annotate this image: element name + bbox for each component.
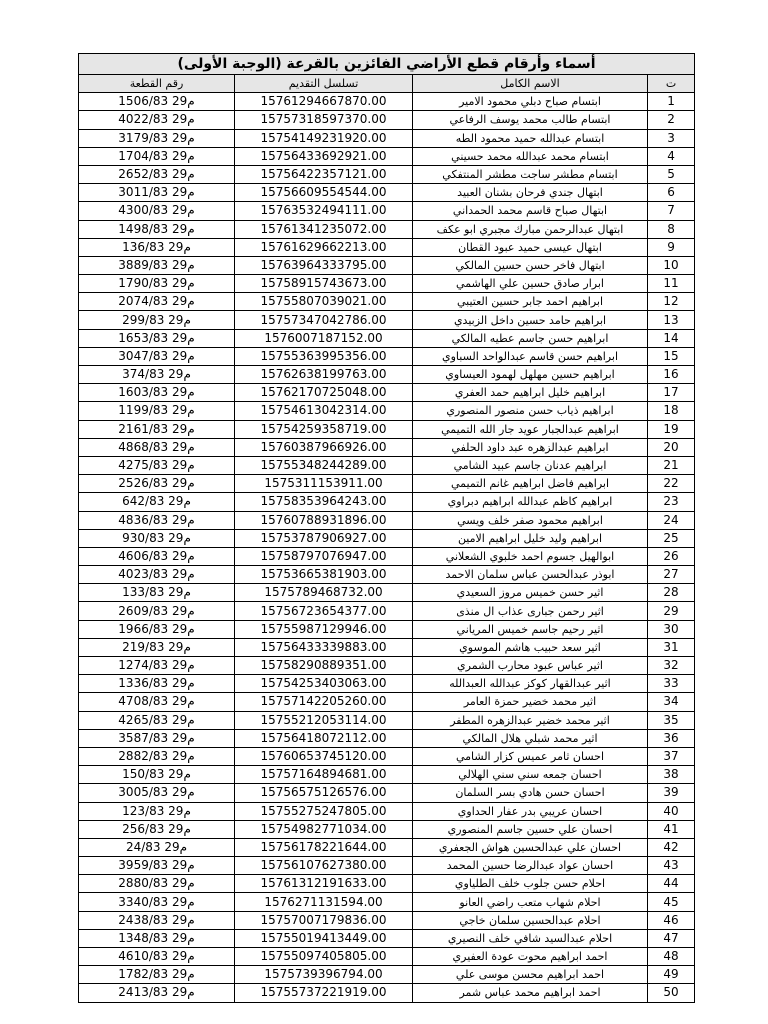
plot-cell: 150/83 م29 [79, 766, 235, 784]
table-row [79, 638, 695, 656]
table-row [79, 147, 695, 165]
plot-cell: 1274/83 م29 [79, 657, 235, 675]
table-row [79, 93, 695, 111]
name-cell: ابتهال فاخر حسن حسين المالكي [413, 256, 648, 274]
serial-cell: 15762638199763.00 [235, 366, 413, 384]
name-cell: احمد ابراهيم محسن موسى علي [413, 966, 648, 984]
name-cell: احلام شهاب متعب راضي العانو [413, 893, 648, 911]
index-cell: 12 [648, 293, 695, 311]
serial-cell: 15758290889351.00 [235, 657, 413, 675]
plot-cell: 4836/83 م29 [79, 511, 235, 529]
plot-cell: 3179/83 م29 [79, 129, 235, 147]
serial-cell: 15758353964243.00 [235, 493, 413, 511]
table-row [79, 438, 695, 456]
name-cell: اثير حسن خميس مروز السعيدي [413, 584, 648, 602]
name-cell: ابراهيم كاظم عبدالله ابراهيم دبراوي [413, 493, 648, 511]
plot-cell: 4300/83 م29 [79, 202, 235, 220]
serial-cell: 15756433692921.00 [235, 147, 413, 165]
name-cell: ابتهال عيسى حميد عبود القطان [413, 238, 648, 256]
serial-cell: 15756433339883.00 [235, 638, 413, 656]
index-cell: 30 [648, 620, 695, 638]
header-serial: تسلسل التقديم [235, 75, 413, 93]
index-cell: 17 [648, 384, 695, 402]
plot-cell: 2880/83 م29 [79, 875, 235, 893]
serial-cell: 15756609554544.00 [235, 184, 413, 202]
index-cell: 9 [648, 238, 695, 256]
index-cell: 35 [648, 711, 695, 729]
plot-cell: 374/83 م29 [79, 366, 235, 384]
header-row [79, 75, 695, 93]
table-row [79, 311, 695, 329]
table-row [79, 366, 695, 384]
serial-cell: 15755212053114.00 [235, 711, 413, 729]
table-row [79, 384, 695, 402]
plot-cell: 2652/83 م29 [79, 165, 235, 183]
plot-cell: 2413/83 م29 [79, 984, 235, 1002]
table-row [79, 984, 695, 1002]
plot-cell: 2526/83 م29 [79, 475, 235, 493]
name-cell: ابتهال عبدالرحمن مبارك مجبري ابو عكف [413, 220, 648, 238]
name-cell: اثير محمد خضير عبدالزهره المطفر [413, 711, 648, 729]
serial-cell: 15754613042314.00 [235, 402, 413, 420]
serial-cell: 15756422357121.00 [235, 165, 413, 183]
name-cell: احسان ثامر عميس كزار الشامي [413, 747, 648, 765]
serial-cell: 15757142205260.00 [235, 693, 413, 711]
index-cell: 42 [648, 838, 695, 856]
plot-cell: 2074/83 م29 [79, 293, 235, 311]
serial-cell: 15754149231920.00 [235, 129, 413, 147]
table-row [79, 893, 695, 911]
plot-cell: 4708/83 م29 [79, 693, 235, 711]
serial-cell: 15755363995356.00 [235, 347, 413, 365]
plot-cell: 4023/83 م29 [79, 566, 235, 584]
serial-cell: 15754259358719.00 [235, 420, 413, 438]
name-cell: ابتسام طالب محمد يوسف الرفاعي [413, 111, 648, 129]
plot-cell: 4868/83 م29 [79, 438, 235, 456]
serial-cell: 15756723654377.00 [235, 602, 413, 620]
index-cell: 2 [648, 111, 695, 129]
serial-cell: 15756575126576.00 [235, 784, 413, 802]
name-cell: ابراهيم عبدالجبار عويد جار الله التميمي [413, 420, 648, 438]
serial-cell: 15758797076947.00 [235, 547, 413, 565]
plot-cell: 3047/83 م29 [79, 347, 235, 365]
index-cell: 43 [648, 857, 695, 875]
plot-cell: 1704/83 م29 [79, 147, 235, 165]
header-name: الاسم الكامل [413, 75, 648, 93]
index-cell: 23 [648, 493, 695, 511]
index-cell: 36 [648, 729, 695, 747]
serial-cell: 15762170725048.00 [235, 384, 413, 402]
table-row [79, 820, 695, 838]
table-body [79, 93, 695, 1002]
name-cell: احمد ابراهيم محمد عباس شمر [413, 984, 648, 1002]
plot-cell: 2161/83 م29 [79, 420, 235, 438]
plot-cell: 1653/83 م29 [79, 329, 235, 347]
serial-cell: 15755275247805.00 [235, 802, 413, 820]
serial-cell: 15763964333795.00 [235, 256, 413, 274]
winners-table [78, 53, 695, 1003]
index-cell: 49 [648, 966, 695, 984]
name-cell: ابراهيم خليل ابراهيم حمد العفري [413, 384, 648, 402]
name-cell: ابوذر عبدالحسن عباس سلمان الاحمد [413, 566, 648, 584]
table-row [79, 184, 695, 202]
plot-cell: 1966/83 م29 [79, 620, 235, 638]
index-cell: 34 [648, 693, 695, 711]
plot-cell: 1603/83 م29 [79, 384, 235, 402]
index-cell: 37 [648, 747, 695, 765]
name-cell: ابراهيم ذياب حسن منصور المنصوري [413, 402, 648, 420]
index-cell: 18 [648, 402, 695, 420]
table-row [79, 911, 695, 929]
table-row [79, 111, 695, 129]
index-cell: 46 [648, 911, 695, 929]
name-cell: ابتسام محمد عبدالله محمد حسيني [413, 147, 648, 165]
index-cell: 21 [648, 456, 695, 474]
table-row [79, 784, 695, 802]
index-cell: 25 [648, 529, 695, 547]
serial-cell: 15754982771034.00 [235, 820, 413, 838]
plot-cell: 1348/83 م29 [79, 929, 235, 947]
plot-cell: 930/83 م29 [79, 529, 235, 547]
plot-cell: 256/83 م29 [79, 820, 235, 838]
index-cell: 3 [648, 129, 695, 147]
name-cell: احلام عبدالسيد شافي خلف النصيري [413, 929, 648, 947]
table-row [79, 420, 695, 438]
serial-cell: 15757318597370.00 [235, 111, 413, 129]
serial-cell: 15758915743673.00 [235, 275, 413, 293]
table-row [79, 602, 695, 620]
name-cell: ابراهيم حسين مهلهل لهمود العيساوي [413, 366, 648, 384]
serial-cell: 15761312191633.00 [235, 875, 413, 893]
table-row [79, 657, 695, 675]
table-row [79, 802, 695, 820]
name-cell: ابتسام صباح دبلي محمود الامير [413, 93, 648, 111]
serial-cell: 1576271131594.00 [235, 893, 413, 911]
table-row [79, 584, 695, 602]
table-row [79, 857, 695, 875]
serial-cell: 15754253403063.00 [235, 675, 413, 693]
plot-cell: 3005/83 م29 [79, 784, 235, 802]
table-row [79, 929, 695, 947]
plot-cell: 1336/83 م29 [79, 675, 235, 693]
name-cell: اثير عبدالقهار كوكز عبدالله العبدالله [413, 675, 648, 693]
plot-cell: 123/83 م29 [79, 802, 235, 820]
table-row [79, 838, 695, 856]
name-cell: احلام حسن جلوب خلف الطلياوي [413, 875, 648, 893]
plot-cell: 136/83 م29 [79, 238, 235, 256]
plot-cell: 1498/83 م29 [79, 220, 235, 238]
table-row [79, 875, 695, 893]
index-cell: 44 [648, 875, 695, 893]
name-cell: اثير محمد شبلي هلال المالكي [413, 729, 648, 747]
table-row [79, 511, 695, 529]
index-cell: 11 [648, 275, 695, 293]
title-row [79, 54, 695, 75]
table-row [79, 238, 695, 256]
serial-cell: 15761629662213.00 [235, 238, 413, 256]
serial-cell: 15756178221644.00 [235, 838, 413, 856]
plot-cell: 4606/83 م29 [79, 547, 235, 565]
name-cell: ابوالهيل جسوم احمد خلبوي الشعلاني [413, 547, 648, 565]
name-cell: ابراهيم احمد جابر حسين العتيبي [413, 293, 648, 311]
table-row [79, 129, 695, 147]
plot-cell: 1790/83 م29 [79, 275, 235, 293]
index-cell: 5 [648, 165, 695, 183]
table-row [79, 402, 695, 420]
name-cell: احسان عريبي بدر عفار الحداوي [413, 802, 648, 820]
index-cell: 32 [648, 657, 695, 675]
table-row [79, 547, 695, 565]
name-cell: ابتهال جندي فرحان بشنان العبيد [413, 184, 648, 202]
plot-cell: 3587/83 م29 [79, 729, 235, 747]
table-row [79, 620, 695, 638]
index-cell: 22 [648, 475, 695, 493]
name-cell: ابراهيم عبدالزهره عبد داود الحلفي [413, 438, 648, 456]
index-cell: 50 [648, 984, 695, 1002]
serial-cell: 15760788931896.00 [235, 511, 413, 529]
index-cell: 7 [648, 202, 695, 220]
serial-cell: 15755019413449.00 [235, 929, 413, 947]
plot-cell: 219/83 م29 [79, 638, 235, 656]
table-row [79, 493, 695, 511]
plot-cell: 3340/83 م29 [79, 893, 235, 911]
table-row [79, 729, 695, 747]
name-cell: ابراهيم عدنان جاسم عبيد الشامي [413, 456, 648, 474]
index-cell: 26 [648, 547, 695, 565]
name-cell: اثير رحيم جاسم خميس المرياني [413, 620, 648, 638]
serial-cell: 15755737221919.00 [235, 984, 413, 1002]
index-cell: 31 [648, 638, 695, 656]
name-cell: ابراهيم محمود صفر خلف ويسي [413, 511, 648, 529]
plot-cell: 2438/83 م29 [79, 911, 235, 929]
plot-cell: 4022/83 م29 [79, 111, 235, 129]
table-row [79, 675, 695, 693]
table-row [79, 456, 695, 474]
header-plot: رقم القطعة [79, 75, 235, 93]
serial-cell: 15755348244289.00 [235, 456, 413, 474]
name-cell: احسان علي عبدالحسين هواش الجعفري [413, 838, 648, 856]
index-cell: 41 [648, 820, 695, 838]
serial-cell: 15757007179836.00 [235, 911, 413, 929]
plot-cell: 1506/83 م29 [79, 93, 235, 111]
serial-cell: 15755097405805.00 [235, 948, 413, 966]
name-cell: ابراهيم حامد حسين داخل الزبيدي [413, 311, 648, 329]
table-row [79, 293, 695, 311]
index-cell: 15 [648, 347, 695, 365]
serial-cell: 15756418072112.00 [235, 729, 413, 747]
plot-cell: 3959/83 م29 [79, 857, 235, 875]
table-row [79, 475, 695, 493]
name-cell: ابرار صادق حسين علي الهاشمي [413, 275, 648, 293]
name-cell: احمد ابراهيم محوت عودة العفيري [413, 948, 648, 966]
index-cell: 47 [648, 929, 695, 947]
serial-cell: 15756107627380.00 [235, 857, 413, 875]
index-cell: 24 [648, 511, 695, 529]
serial-cell: 15760653745120.00 [235, 747, 413, 765]
index-cell: 8 [648, 220, 695, 238]
serial-cell: 15760387966926.00 [235, 438, 413, 456]
serial-cell: 1575789468732.00 [235, 584, 413, 602]
serial-cell: 1575739396794.00 [235, 966, 413, 984]
serial-cell: 15753787906927.00 [235, 529, 413, 547]
name-cell: ابتسام مطشر ساجت مطشر المنتفكي [413, 165, 648, 183]
index-cell: 40 [648, 802, 695, 820]
table-row [79, 766, 695, 784]
plot-cell: 642/83 م29 [79, 493, 235, 511]
table-row [79, 711, 695, 729]
index-cell: 13 [648, 311, 695, 329]
plot-cell: 24/83 م29 [79, 838, 235, 856]
index-cell: 1 [648, 93, 695, 111]
table-row [79, 948, 695, 966]
serial-cell: 15757164894681.00 [235, 766, 413, 784]
index-cell: 29 [648, 602, 695, 620]
name-cell: ابراهيم فاضل ابراهيم غانم التميمي [413, 475, 648, 493]
name-cell: ابراهيم حسن قاسم عبدالواحد السباوي [413, 347, 648, 365]
name-cell: اثير محمد خضير حمزة العامر [413, 693, 648, 711]
table-row [79, 275, 695, 293]
plot-cell: 4275/83 م29 [79, 456, 235, 474]
page-title: أسماء وأرقام قطع الأراضي الفائزين بالقرعة (الوجبة الأولى) [79, 54, 695, 75]
index-cell: 48 [648, 948, 695, 966]
table-row [79, 165, 695, 183]
plot-cell: 2609/83 م29 [79, 602, 235, 620]
serial-cell: 15761341235072.00 [235, 220, 413, 238]
serial-cell: 15761294667870.00 [235, 93, 413, 111]
name-cell: اثير سعد حبيب هاشم الموسوي [413, 638, 648, 656]
index-cell: 38 [648, 766, 695, 784]
name-cell: احلام عبدالحسين سلمان خاجي [413, 911, 648, 929]
table-row [79, 693, 695, 711]
table-row [79, 256, 695, 274]
name-cell: احسان عواد عبدالرضا حسين المحمد [413, 857, 648, 875]
table-row [79, 347, 695, 365]
serial-cell: 15755807039021.00 [235, 293, 413, 311]
index-cell: 39 [648, 784, 695, 802]
serial-cell: 15757347042786.00 [235, 311, 413, 329]
name-cell: ابراهيم حسن جاسم عطيه المالكي [413, 329, 648, 347]
table-row [79, 220, 695, 238]
index-cell: 20 [648, 438, 695, 456]
name-cell: ابتسام عبدالله حميد محمود الطه [413, 129, 648, 147]
index-cell: 28 [648, 584, 695, 602]
plot-cell: 3889/83 م29 [79, 256, 235, 274]
name-cell: اثير رحمن جبارى عذاب ال منذى [413, 602, 648, 620]
plot-cell: 1782/83 م29 [79, 966, 235, 984]
name-cell: احسان علي حسين جاسم المنصوري [413, 820, 648, 838]
plot-cell: 3011/83 م29 [79, 184, 235, 202]
index-cell: 6 [648, 184, 695, 202]
serial-cell: 1576007187152.00 [235, 329, 413, 347]
name-cell: ابتهال صباح قاسم محمد الحمداني [413, 202, 648, 220]
table-row [79, 566, 695, 584]
index-cell: 4 [648, 147, 695, 165]
table-row [79, 202, 695, 220]
table-row [79, 529, 695, 547]
plot-cell: 1199/83 م29 [79, 402, 235, 420]
index-cell: 16 [648, 366, 695, 384]
index-cell: 33 [648, 675, 695, 693]
index-cell: 27 [648, 566, 695, 584]
plot-cell: 133/83 م29 [79, 584, 235, 602]
serial-cell: 15753665381903.00 [235, 566, 413, 584]
table-row [79, 329, 695, 347]
table-row [79, 966, 695, 984]
plot-cell: 299/83 م29 [79, 311, 235, 329]
name-cell: ابراهيم وليد خليل ابراهيم الامين [413, 529, 648, 547]
index-cell: 14 [648, 329, 695, 347]
serial-cell: 15755987129946.00 [235, 620, 413, 638]
header-index: ت [648, 75, 695, 93]
index-cell: 10 [648, 256, 695, 274]
serial-cell: 15763532494111.00 [235, 202, 413, 220]
name-cell: اثير عباس عبود محارب الشمري [413, 657, 648, 675]
plot-cell: 2882/83 م29 [79, 747, 235, 765]
index-cell: 19 [648, 420, 695, 438]
index-cell: 45 [648, 893, 695, 911]
name-cell: احسان حسن هادي بسر السلمان [413, 784, 648, 802]
plot-cell: 4610/83 م29 [79, 948, 235, 966]
plot-cell: 4265/83 م29 [79, 711, 235, 729]
name-cell: احسان جمعه سني سني الهلالي [413, 766, 648, 784]
serial-cell: 1575311153911.00 [235, 475, 413, 493]
table-row [79, 747, 695, 765]
